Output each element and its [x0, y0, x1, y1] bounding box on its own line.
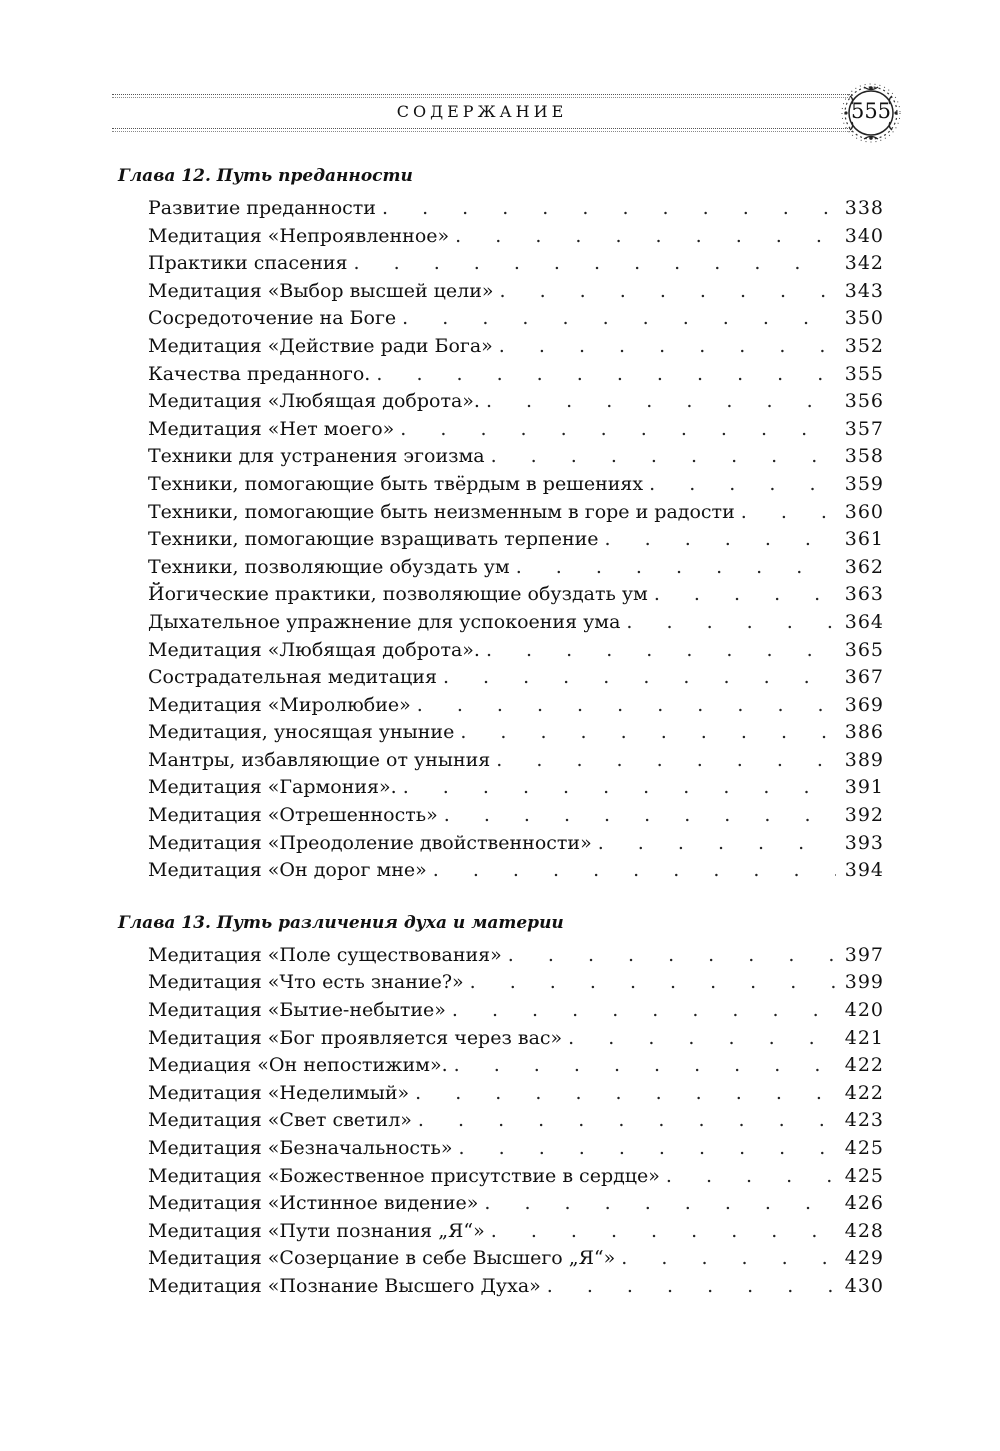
toc-entry-page: 421	[844, 1026, 884, 1049]
dot-leader	[411, 692, 836, 720]
toc-entry-label: Медитация «Действие ради Бога»	[148, 334, 493, 357]
header-rule-top	[112, 94, 852, 95]
toc-entry-page: 361	[844, 528, 884, 551]
toc-entry-label: Медитация «Преодоление двойственности»	[148, 831, 592, 854]
page-number: 555	[850, 99, 892, 123]
toc-entry-page: 399	[844, 971, 884, 994]
toc-entry-label: Медитация «Нет моего»	[148, 417, 395, 440]
dot-leader	[485, 1218, 836, 1246]
toc-entry-label: Медитация «Божественное присутствие в сердце»	[148, 1164, 660, 1187]
toc-entry	[118, 278, 884, 306]
dot-leader	[480, 637, 836, 665]
toc-entry	[118, 747, 884, 775]
toc-entry	[118, 969, 884, 997]
dot-leader	[493, 333, 836, 361]
toc-entry-label: Медитация «Любящая доброта».	[148, 390, 480, 413]
toc-entry-page: 423	[844, 1109, 884, 1132]
dot-leader	[396, 305, 836, 333]
toc-entry	[118, 223, 884, 251]
dot-leader	[648, 581, 836, 609]
dot-leader	[438, 802, 836, 830]
toc-entry-label: Дыхательное упражнение для успокоения ума	[148, 610, 621, 633]
toc-entry	[118, 1080, 884, 1108]
toc-entry-label: Медитация «Он дорог мне»	[148, 859, 427, 882]
toc-entry	[118, 637, 884, 665]
toc-entry-page: 357	[844, 417, 884, 440]
toc-entry-label: Медитация «Любящая доброта».	[148, 638, 480, 661]
dot-leader	[397, 774, 836, 802]
toc-entry	[118, 1218, 884, 1246]
toc-entry-page: 360	[844, 500, 884, 523]
toc-entry-label: Медитация «Познание Высшего Духа»	[148, 1274, 541, 1297]
chapter-13-entries	[118, 942, 884, 1301]
toc-entry	[118, 609, 884, 637]
dot-leader	[735, 499, 836, 527]
toc-entry	[118, 554, 884, 582]
dot-leader	[427, 857, 836, 885]
toc-entry	[118, 1163, 884, 1191]
toc-entry-page: 425	[844, 1164, 884, 1187]
toc-entry-label: Медитация «Бог проявляется через вас»	[148, 1026, 563, 1049]
toc-entry-label: Практики спасения	[148, 252, 348, 275]
toc-entry-label: Медитация «Поле существования»	[148, 943, 502, 966]
dot-leader	[448, 1052, 836, 1080]
toc-entry-label: Медитация «Безначальность»	[148, 1137, 453, 1159]
toc-entry-label: Техники, позволяющие обуздать ум	[148, 555, 510, 578]
toc-entry-page: 350	[844, 307, 884, 330]
toc-entry-page: 430	[844, 1274, 884, 1297]
toc-entry	[118, 802, 884, 830]
dot-leader	[480, 388, 836, 416]
toc-entry-label: Медитация «Пути познания „Я“»	[148, 1219, 485, 1242]
dot-leader	[643, 471, 836, 499]
dot-leader	[454, 719, 836, 747]
toc-entry	[118, 333, 884, 361]
toc-entry-page: 369	[844, 693, 884, 716]
toc-entry-label: Мантры, избавляющие от уныния	[148, 748, 491, 771]
toc-entry-label: Медитация «Отрешенность»	[148, 804, 438, 827]
dot-leader	[412, 1107, 836, 1135]
dot-leader	[437, 664, 836, 692]
toc-entry-page: 362	[844, 555, 884, 578]
toc-entry	[118, 857, 884, 885]
toc-entry-page: 367	[844, 666, 884, 689]
toc-entry-page: 394	[844, 859, 884, 882]
dot-leader	[394, 416, 836, 444]
dot-leader	[485, 443, 836, 471]
toc-entry-page: 389	[844, 748, 884, 771]
toc-entry-page: 386	[844, 721, 884, 744]
toc-entry	[118, 664, 884, 692]
toc-entry-label: Сострадательная медитация	[148, 666, 437, 689]
table-of-contents	[118, 158, 884, 1301]
toc-entry-label: Медитация «Непроявленное»	[148, 224, 450, 247]
toc-entry-label: Медиация «Он непостижим».	[148, 1054, 448, 1077]
toc-entry	[118, 388, 884, 416]
page-header	[112, 88, 912, 138]
toc-entry-label: Техники, помогающие быть твёрдым в решениях	[148, 472, 644, 495]
header-rule-bottom	[112, 128, 852, 129]
running-title	[112, 102, 852, 121]
toc-entry	[118, 1273, 884, 1301]
toc-entry	[118, 195, 884, 223]
toc-entry-page: 359	[844, 472, 884, 495]
dot-leader	[562, 1025, 836, 1053]
toc-entry-label: Медитация «Свет светил»	[148, 1109, 412, 1132]
dot-leader	[592, 830, 836, 858]
toc-entry	[118, 305, 884, 333]
toc-entry-page: 338	[844, 197, 884, 219]
toc-entry	[118, 942, 884, 970]
toc-entry	[118, 361, 884, 389]
chapter-12-entries	[118, 195, 884, 885]
chapter-title-13: Глава 13. Путь различения духа и материи	[118, 912, 564, 933]
toc-entry-label: Медитация «Истинное видение»	[148, 1192, 479, 1215]
dot-leader	[370, 361, 836, 389]
toc-entry-page: 426	[844, 1192, 884, 1215]
toc-entry	[118, 1135, 884, 1163]
toc-entry-page: 364	[844, 610, 884, 633]
toc-entry-label: Качества преданного.	[148, 362, 371, 385]
dot-leader	[599, 526, 836, 554]
dot-leader	[348, 250, 836, 278]
toc-entry	[118, 581, 884, 609]
toc-entry-page: 342	[844, 252, 884, 275]
dot-leader	[490, 747, 836, 775]
dot-leader	[446, 997, 836, 1025]
header-rule-top-inner	[112, 97, 852, 98]
toc-entry-page: 429	[844, 1247, 884, 1270]
dot-leader	[660, 1163, 836, 1191]
toc-entry-page: 365	[844, 638, 884, 661]
toc-entry	[118, 250, 884, 278]
toc-entry	[118, 997, 884, 1025]
toc-entry-label: Медитация «Выбор высшей цели»	[148, 279, 494, 302]
toc-entry-page: 363	[844, 583, 884, 606]
toc-entry	[118, 443, 884, 471]
toc-entry-label: Медитация «Миролюбие»	[148, 693, 411, 716]
dot-leader	[376, 195, 836, 223]
toc-entry-page: 428	[844, 1219, 884, 1242]
toc-entry-page: 355	[844, 362, 884, 385]
toc-entry	[118, 774, 884, 802]
toc-entry	[118, 1025, 884, 1053]
toc-entry-label: Техники, помогающие взращивать терпение	[148, 528, 599, 551]
toc-entry-page: 392	[844, 804, 884, 827]
toc-entry	[118, 499, 884, 527]
dot-leader	[510, 554, 836, 582]
toc-entry	[118, 416, 884, 444]
toc-entry	[118, 830, 884, 858]
toc-entry-page: 393	[844, 831, 884, 854]
toc-entry-label: Медитация «Гармония».	[148, 776, 397, 799]
running-title-text: СОДЕРЖАНИЕ	[387, 102, 578, 121]
toc-entry-label: Техники, помогающие быть неизменным в горе и радости	[148, 500, 735, 523]
toc-entry-page: 358	[844, 445, 884, 468]
dot-leader	[494, 278, 837, 306]
toc-entry-page: 425	[844, 1137, 884, 1159]
toc-entry-label: Сосредоточение на Боге	[148, 307, 397, 330]
toc-entry-page: 397	[844, 943, 884, 966]
toc-entry-page: 422	[844, 1081, 884, 1104]
toc-entry-label: Развитие преданности	[148, 197, 376, 219]
page-number-badge	[840, 82, 902, 144]
toc-entry	[118, 526, 884, 554]
toc-entry-page: 422	[844, 1054, 884, 1077]
toc-entry-page: 391	[844, 776, 884, 799]
toc-entry	[118, 1190, 884, 1218]
chapter-title-12: Глава 12. Путь преданности	[118, 166, 413, 186]
dot-leader	[541, 1273, 836, 1301]
toc-entry	[118, 1052, 884, 1080]
toc-entry-page: 340	[844, 224, 884, 247]
toc-entry	[118, 692, 884, 720]
toc-entry-label: Медитация «Бытие-небытие»	[148, 999, 446, 1022]
dot-leader	[478, 1190, 836, 1218]
dot-leader	[620, 609, 836, 637]
toc-entry	[118, 1245, 884, 1273]
toc-entry	[118, 471, 884, 499]
toc-entry-label: Техники для устранения эгоизма	[148, 445, 485, 468]
dot-leader	[449, 223, 836, 251]
toc-entry-label: Медитация «Что есть знание?»	[148, 971, 464, 994]
toc-entry-label: Медитация «Созерцание в себе Высшего „Я“»	[148, 1247, 616, 1270]
toc-entry-label: Йогические практики, позволяющие обуздать ум	[148, 583, 648, 606]
dot-leader	[464, 969, 836, 997]
dot-leader	[502, 942, 836, 970]
toc-entry-page: 420	[844, 999, 884, 1022]
toc-entry	[118, 1107, 884, 1135]
dot-leader	[453, 1135, 836, 1163]
dot-leader	[615, 1245, 836, 1273]
toc-entry-label: Медитация «Неделимый»	[148, 1081, 410, 1104]
dot-leader	[409, 1080, 836, 1108]
toc-entry-page: 343	[844, 279, 884, 302]
toc-entry-page: 352	[844, 334, 884, 357]
toc-entry	[118, 719, 884, 747]
header-rule-bottom-inner	[112, 131, 852, 132]
toc-entry-page: 356	[844, 390, 884, 413]
toc-entry-label: Медитация, уносящая уныние	[148, 721, 455, 744]
